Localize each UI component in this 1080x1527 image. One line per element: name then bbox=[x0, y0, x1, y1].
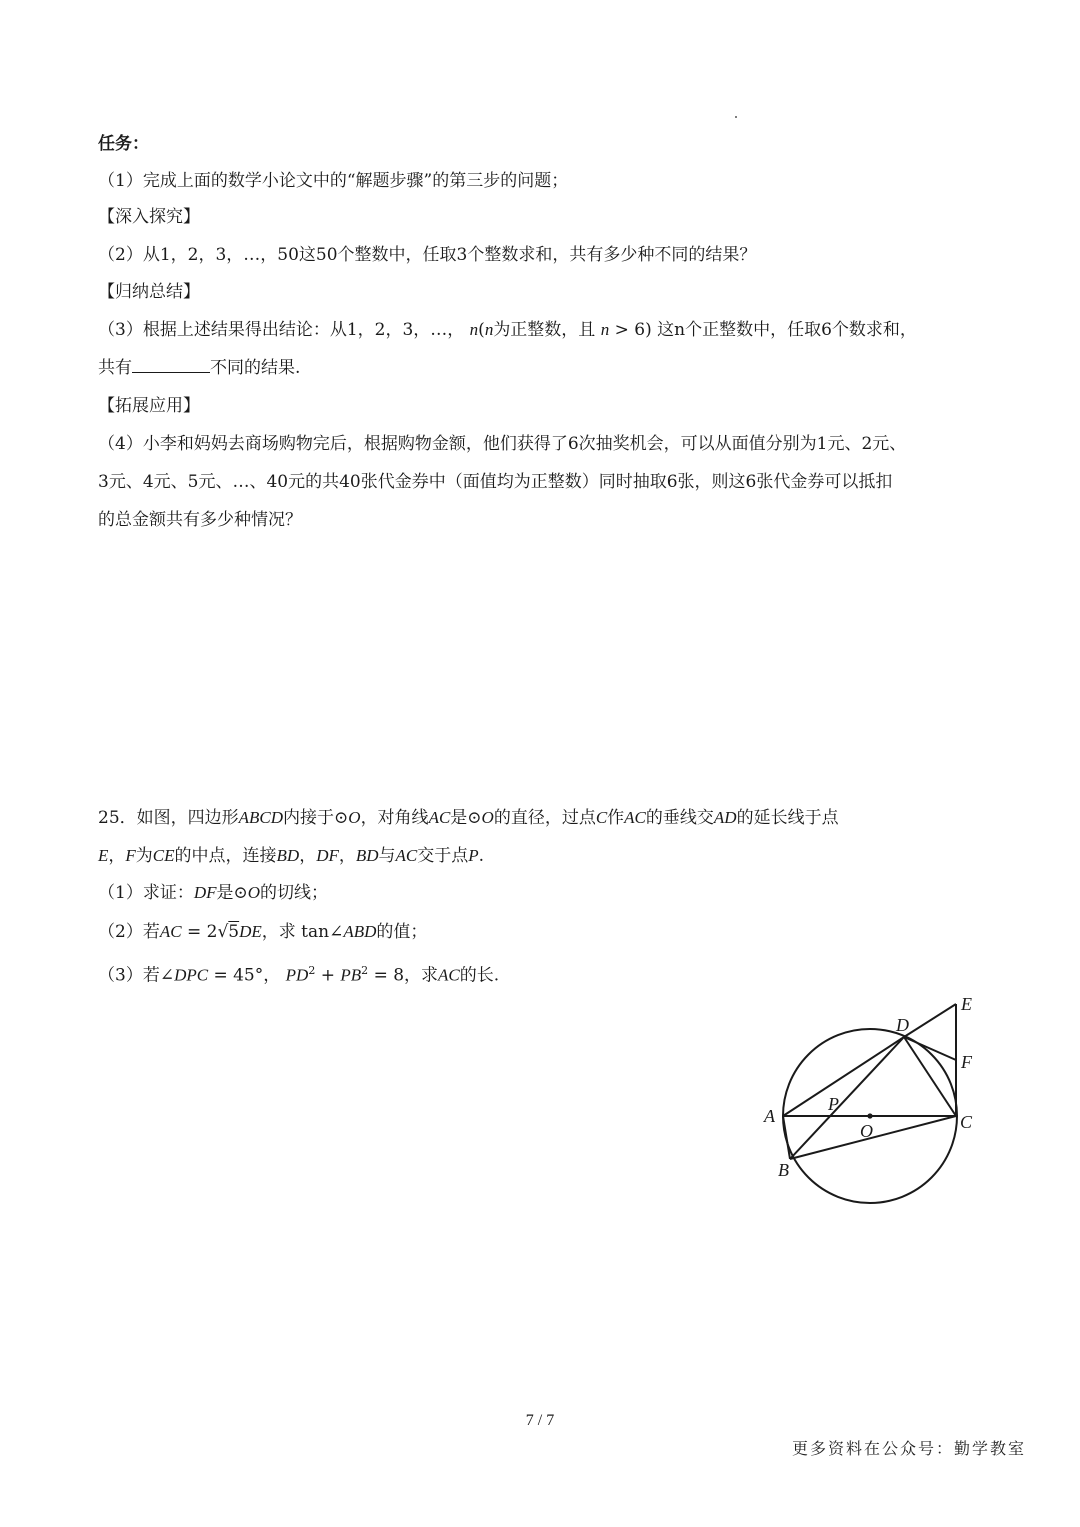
label-f: F bbox=[961, 1052, 972, 1072]
heading-explore: 【深入探究】 bbox=[98, 207, 200, 227]
p25-text: 作 bbox=[607, 808, 625, 828]
p25-abcd: ABCD bbox=[238, 808, 284, 827]
question-4-line1: （4）小李和妈妈去商场购物完后，根据购物金额，他们获得了6次抽奖机会，可以从面值分别为1元、2元、 bbox=[98, 434, 907, 454]
segment-ad bbox=[783, 1037, 904, 1116]
q3-line2-a: 共有 bbox=[98, 358, 132, 378]
p25-de: DE bbox=[239, 922, 262, 941]
p25-ac: AC bbox=[624, 808, 646, 827]
p25-text: 的切线； bbox=[260, 883, 329, 903]
question-3-line1 bbox=[98, 318, 917, 342]
segment-de bbox=[904, 1004, 956, 1037]
segment-bc bbox=[790, 1116, 956, 1159]
p25-text: 交于点 bbox=[417, 846, 469, 866]
label-b: B bbox=[778, 1160, 789, 1180]
p25-bd: BD bbox=[276, 846, 300, 865]
answer-blank bbox=[132, 356, 210, 373]
question-4-line2: 3元、4元、5元、…、40元的共40张代金券中（面值均为正整数）同时抽取6张，则这6张代金券可以抵扣 bbox=[98, 472, 893, 492]
p25-df: DF bbox=[316, 846, 339, 865]
p25-text: 的值； bbox=[376, 922, 428, 942]
p25-text: = 8，求 bbox=[373, 965, 439, 986]
p25-text: = 45°， bbox=[213, 965, 281, 986]
label-o: O bbox=[860, 1121, 873, 1141]
p25-text: （2）若 bbox=[98, 922, 160, 942]
p25-text: 是⊙ bbox=[216, 883, 248, 903]
p25-text: （3）若∠ bbox=[98, 965, 175, 986]
q3-text-c: 为正整数，且 bbox=[493, 320, 596, 340]
p25-abd: ABD bbox=[343, 922, 377, 941]
problem-25-sub2 bbox=[98, 920, 427, 944]
p25-text: ，求 tan∠ bbox=[261, 922, 344, 942]
p25-o: O bbox=[247, 883, 261, 902]
p25-text: 的长. bbox=[459, 965, 500, 986]
p25-text: ， bbox=[299, 846, 317, 866]
p25-text: 的中点，连接 bbox=[174, 846, 277, 866]
label-e: E bbox=[961, 994, 972, 1014]
p25-text: 的垂线交 bbox=[645, 808, 714, 828]
task-heading: 任务： bbox=[98, 134, 149, 154]
p25-ac: AC bbox=[159, 922, 182, 941]
p25-e: E bbox=[98, 846, 109, 865]
p25-pd: PD bbox=[285, 965, 309, 985]
p25-exp: 2 bbox=[308, 964, 316, 977]
p25-exp: 2 bbox=[361, 964, 369, 977]
p25-text: 与 bbox=[378, 846, 396, 866]
problem-25-sub1 bbox=[98, 881, 328, 905]
p25-text: . bbox=[478, 846, 485, 866]
p25-ad: AD bbox=[713, 808, 737, 827]
p25-text: 25．如图，四边形 bbox=[98, 808, 239, 828]
p25-ac: AC bbox=[395, 846, 418, 865]
p25-radicand: 5 bbox=[228, 922, 240, 942]
q3-var-n3: n bbox=[600, 320, 610, 339]
segment-ab bbox=[783, 1116, 790, 1159]
heading-summary: 【归纳总结】 bbox=[98, 282, 200, 302]
p25-text: ， bbox=[338, 846, 356, 866]
p25-text: 内接于⊙ bbox=[283, 808, 349, 828]
label-d: D bbox=[896, 1015, 909, 1035]
p25-text: 是⊙ bbox=[450, 808, 482, 828]
question-4-line3: 的总金额共有多少种情况？ bbox=[98, 510, 302, 530]
label-a: A bbox=[764, 1106, 775, 1126]
question-1: （1）完成上面的数学小论文中的“解题步骤”的第三步的问题； bbox=[98, 171, 569, 191]
p25-text: = 2 bbox=[186, 922, 218, 942]
heading-apply: 【拓展应用】 bbox=[98, 396, 200, 416]
q3-text-a: （3）根据上述结果得出结论：从1，2，3，…， bbox=[98, 320, 465, 340]
p25-ac: AC bbox=[428, 808, 451, 827]
p25-text: ， bbox=[108, 846, 126, 866]
p25-text: 为 bbox=[135, 846, 153, 866]
p25-text: ，对角线 bbox=[360, 808, 429, 828]
footer-source-note: 更多资料在公众号：勤学教室 bbox=[791, 1439, 1026, 1458]
q3-text-d: > 6) 这n个正整数中，任取6个数求和， bbox=[614, 320, 917, 340]
p25-df: DF bbox=[193, 883, 217, 902]
problem-25-line2 bbox=[98, 844, 484, 868]
question-2: （2）从1，2，3，…，50这50个整数中，任取3个整数求和，共有多少种不同的结果？ bbox=[98, 245, 757, 265]
p25-dpc: DPC bbox=[174, 965, 209, 985]
q3-line2-b: 不同的结果. bbox=[210, 358, 301, 378]
p25-text: + bbox=[320, 965, 335, 986]
problem-25-line1 bbox=[98, 806, 839, 830]
p25-o: O bbox=[481, 808, 494, 827]
p25-pb: PB bbox=[340, 965, 362, 985]
p25-o: O bbox=[348, 808, 361, 827]
question-3-line2 bbox=[98, 356, 300, 380]
page-number: 7 / 7 bbox=[525, 1412, 555, 1429]
q3-paren: ( bbox=[478, 320, 485, 340]
label-c: C bbox=[960, 1112, 973, 1132]
label-p: P bbox=[828, 1094, 839, 1114]
q3-var-n2: n bbox=[484, 320, 494, 339]
p25-ce: CE bbox=[152, 846, 175, 865]
q3-var-n: n bbox=[469, 320, 479, 339]
p25-p: P bbox=[468, 846, 479, 865]
scan-speck bbox=[735, 116, 737, 118]
geometry-figure bbox=[760, 985, 1000, 1215]
sqrt-symbol: √ bbox=[217, 922, 229, 942]
p25-c: C bbox=[595, 808, 608, 827]
p25-text: 的直径，过点 bbox=[493, 808, 596, 828]
p25-f: F bbox=[125, 846, 136, 865]
p25-bd: BD bbox=[355, 846, 379, 865]
p25-text: 的延长线于点 bbox=[736, 808, 839, 828]
p25-ac: AC bbox=[438, 965, 460, 985]
problem-25-sub3 bbox=[98, 959, 499, 988]
center-point-o bbox=[867, 1113, 872, 1118]
p25-text: （1）求证： bbox=[98, 883, 194, 903]
